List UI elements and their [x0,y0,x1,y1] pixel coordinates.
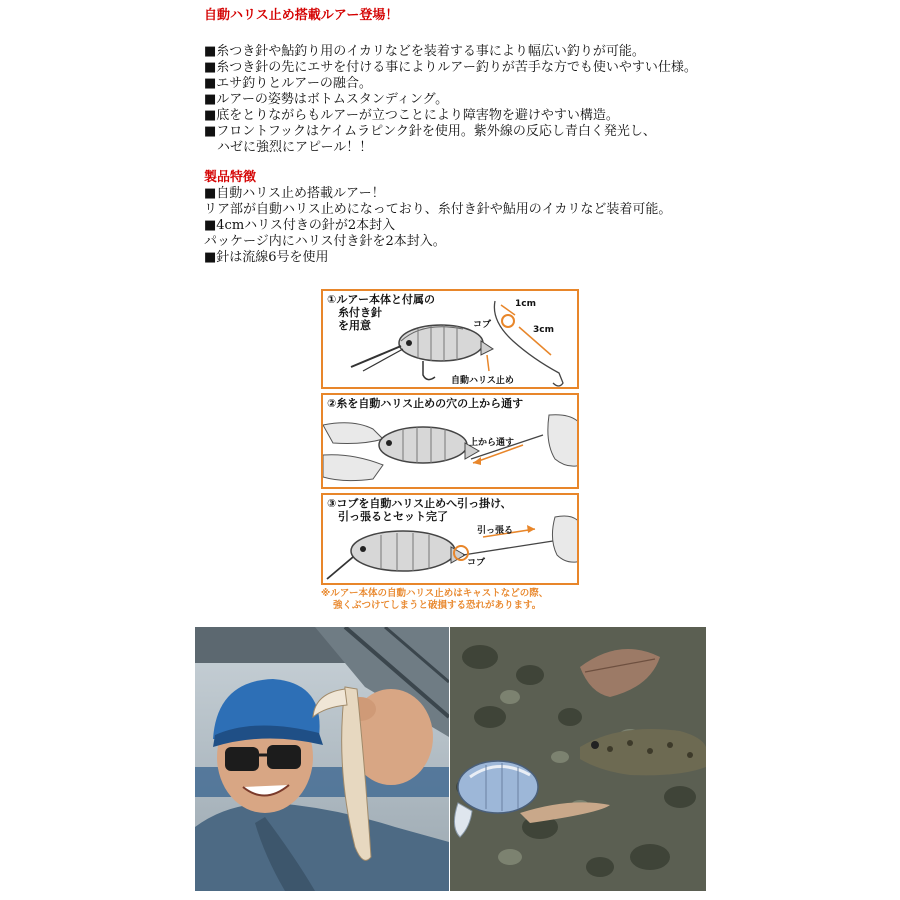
description-bullet: ■底をとりながらもルアーが立つことにより障害物を避けやすい構造。 [204,108,619,123]
angler-photo [195,627,449,891]
features-line: パッケージ内にハリス付き針を2本封入。 [204,234,446,249]
label-from-top: 上から通す [469,438,515,448]
label-kobu: コブ [473,320,492,330]
goby-photo-illustration [450,627,706,891]
description-bullet: ■フロントフックはケイムラピンク針を使用。紫外線の反応し青白く発光し、 [204,124,656,139]
step3-title: ③コブを自動ハリス止めへ引っ掛け、 引っ張るとセット完了 [327,497,512,523]
angler-photo-illustration [195,627,449,891]
description-heading: 自動ハリス止め搭載ルアー登場！ [204,8,399,23]
label-3cm: 3cm [533,325,554,335]
step1-panel [321,289,579,389]
product-description [204,8,764,266]
step2-title: ②糸を自動ハリス止めの穴の上から通す [327,397,524,410]
features-line: ■4cmハリス付きの針が2本封入 [204,218,396,233]
setup-instruction-diagram [321,289,581,612]
label-kobu-step3: コブ [467,558,486,568]
description-bullet: ■ルアーの姿勢はボトムスタンディング。 [204,92,449,107]
features-line: ■自動ハリス止め搭載ルアー！ [204,186,385,201]
label-pull: 引っ張る [477,526,514,536]
description-bullet: ■糸つき針や鮎釣り用のイカリなどを装着する事により幅広い釣りが可能。 [204,44,645,59]
step3-panel [321,493,579,585]
features-heading: 製品特徴 [204,170,257,185]
description-bullet: ■糸つき針の先にエサを付ける事によりルアー釣りが苦手な方でも使いやすい仕様。 [204,60,697,75]
step2-panel [321,393,579,489]
goby-photo [450,627,706,891]
description-bullet: ■エサ釣りとルアーの融合。 [204,76,372,91]
features-line: ■針は流線6号を使用 [204,250,329,265]
description-bullet: ハゼに強烈にアピール！！ [204,140,373,155]
step1-title: ①ルアー本体と付属の 糸付き針 を用意 [327,293,435,332]
warning-note: ※ルアー本体の自動ハリス止めはキャストなどの際、 強くぶつけてしまうと破損する恐れがあります。 [321,588,549,611]
features-line: リア部が自動ハリス止めになっており、糸付き針や鮎用のイカリなど装着可能。 [204,202,672,217]
label-1cm: 1cm [515,299,536,309]
label-auto-stopper: 自動ハリス止め [451,376,514,386]
